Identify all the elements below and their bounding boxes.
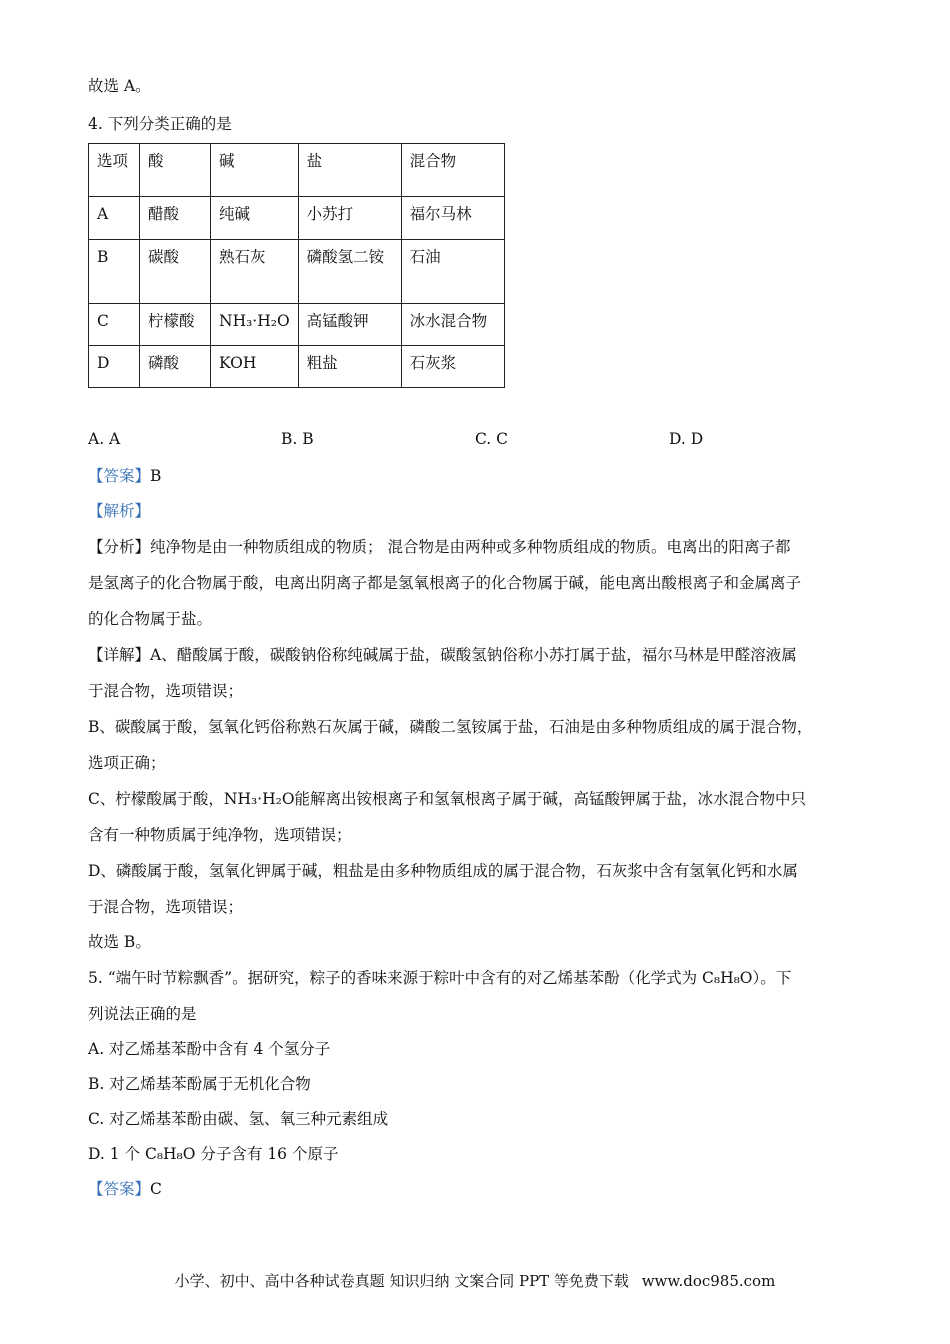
q4-detail-d-line-1: D、磷酸属于酸，氢氧化钾属于碱，粗盐是由多种物质组成的属于混合物，石灰浆中含有氢氧化钙和水属 xyxy=(88,862,798,880)
stem-text: ）。下 xyxy=(752,969,792,987)
detail-text: A、醋酸属于酸，碳酸钠俗称纯碱属于盐，碳酸氢钠俗称小苏打属于盐，福尔马林是甲醛溶液属 xyxy=(150,646,797,664)
q4-detail-d-line-2: 于混合物，选项错误； xyxy=(88,898,244,916)
q4-option-b: B. B xyxy=(281,430,314,448)
table-header-cell: 酸 xyxy=(140,144,211,197)
table-row xyxy=(89,346,505,388)
page-footer xyxy=(0,1270,950,1291)
q4-fenxi-line-2: 是氢离子的化合物属于酸，电离出阴离子都是氢氧根离子的化合物属于碱，能电离出酸根离子和金属离子 xyxy=(88,574,802,592)
footer-url[interactable]: www.doc985.com xyxy=(641,1272,776,1290)
table-cell: 磷酸 xyxy=(140,346,211,388)
analysis-tag: 【解析】 xyxy=(88,502,151,520)
table-row xyxy=(89,197,505,240)
previous-choice: 故选 A。 xyxy=(88,77,151,95)
q4-detail-c-line-1 xyxy=(88,789,806,809)
q4-detail-b-line-1: B、碳酸属于酸，氢氧化钙俗称熟石灰属于碱，磷酸二氢铵属于盐，石油是由多种物质组成的属于混合物， xyxy=(88,718,813,736)
q4-option-d: D. D xyxy=(669,430,704,448)
detail-text: C、柠檬酸属于酸， xyxy=(88,790,224,808)
table-cell: 小苏打 xyxy=(298,197,401,240)
table-row xyxy=(89,240,505,304)
answer-value: B xyxy=(150,467,162,485)
table-cell: 磷酸氢二铵 xyxy=(298,240,401,304)
answer-tag: 【答案】 xyxy=(88,467,151,485)
answer-value: C xyxy=(150,1180,162,1198)
classification-table xyxy=(88,143,505,388)
q4-choice: 故选 B。 xyxy=(88,933,151,951)
table-header-cell: 碱 xyxy=(211,144,299,197)
q4-analysis-heading xyxy=(88,501,150,521)
chem-formula: C₈H₈O xyxy=(144,1145,196,1163)
table-cell: 石灰浆 xyxy=(401,346,504,388)
table-header-cell: 混合物 xyxy=(401,144,504,197)
option-text: 分子含有 16 个原子 xyxy=(195,1145,339,1163)
table-cell: C xyxy=(89,304,140,346)
table-cell: 粗盐 xyxy=(298,346,401,388)
detail-text: 能解离出铵根离子和氢氧根离子属于碱，高锰酸钾属于盐，冰水混合物中只 xyxy=(294,790,807,808)
table-header-cell: 盐 xyxy=(298,144,401,197)
q5-stem-line-1 xyxy=(88,968,791,988)
table-cell: 碳酸 xyxy=(140,240,211,304)
table-cell: 石油 xyxy=(401,240,504,304)
table-cell: 福尔马林 xyxy=(401,197,504,240)
table-header-cell: 选项 xyxy=(89,144,140,197)
table-row xyxy=(89,304,505,346)
q5-option-c: C. 对乙烯基苯酚由碳、氢、氧三种元素组成 xyxy=(88,1110,389,1128)
xiangjie-tag: 【详解】 xyxy=(88,646,151,664)
q4-detail-a-line-2: 于混合物，选项错误； xyxy=(88,682,244,700)
chem-formula: NH₃·H₂O xyxy=(223,790,295,808)
chem-formula: C₈H₈O xyxy=(702,969,753,987)
q5-option-d xyxy=(88,1144,338,1164)
stem-text: 5. “端午时节粽飘香”。据研究，粽子的香味来源于粽叶中含有的对乙烯基苯酚（化学式为 xyxy=(88,969,702,987)
q4-option-c: C. C xyxy=(475,430,509,448)
q5-answer xyxy=(88,1179,162,1199)
table-cell: 纯碱 xyxy=(211,197,299,240)
q4-answer xyxy=(88,466,161,486)
q4-fenxi-line-3: 的化合物属于盐。 xyxy=(88,610,213,628)
fenxi-text: 纯净物是由一种物质组成的物质； 混合物是由两种或多种物质组成的物质。电离出的阳离子都 xyxy=(150,538,791,556)
option-text: D. 1 个 xyxy=(88,1145,145,1163)
q4-option-a: A. A xyxy=(88,430,121,448)
table-cell: 冰水混合物 xyxy=(401,304,504,346)
table-cell: NH₃·H₂O xyxy=(211,304,299,346)
table-cell: KOH xyxy=(211,346,299,388)
q5-option-a: A. 对乙烯基苯酚中含有 4 个氢分子 xyxy=(88,1040,331,1058)
q5-option-b: B. 对乙烯基苯酚属于无机化合物 xyxy=(88,1075,311,1093)
answer-tag: 【答案】 xyxy=(88,1180,151,1198)
table-cell: 醋酸 xyxy=(140,197,211,240)
table-cell: D xyxy=(89,346,140,388)
table-header-row xyxy=(89,144,505,197)
footer-text: 小学、初中、高中各种试卷真题 知识归纳 文案合同 PPT 等免费下载 xyxy=(174,1272,629,1290)
table-cell: 柠檬酸 xyxy=(140,304,211,346)
table-cell: A xyxy=(89,197,140,240)
table-cell: B xyxy=(89,240,140,304)
table-cell: 高锰酸钾 xyxy=(298,304,401,346)
q5-stem-line-2: 列说法正确的是 xyxy=(88,1005,197,1023)
q4-detail-c-line-2: 含有一种物质属于纯净物，选项错误； xyxy=(88,826,352,844)
q4-stem: 4. 下列分类正确的是 xyxy=(88,115,232,133)
q4-detail-b-line-2: 选项正确； xyxy=(88,754,166,772)
q4-fenxi-line-1 xyxy=(88,537,790,557)
q4-detail-a-line-1 xyxy=(88,645,797,665)
fenxi-tag: 【分析】 xyxy=(88,538,151,556)
table-cell: 熟石灰 xyxy=(211,240,299,304)
